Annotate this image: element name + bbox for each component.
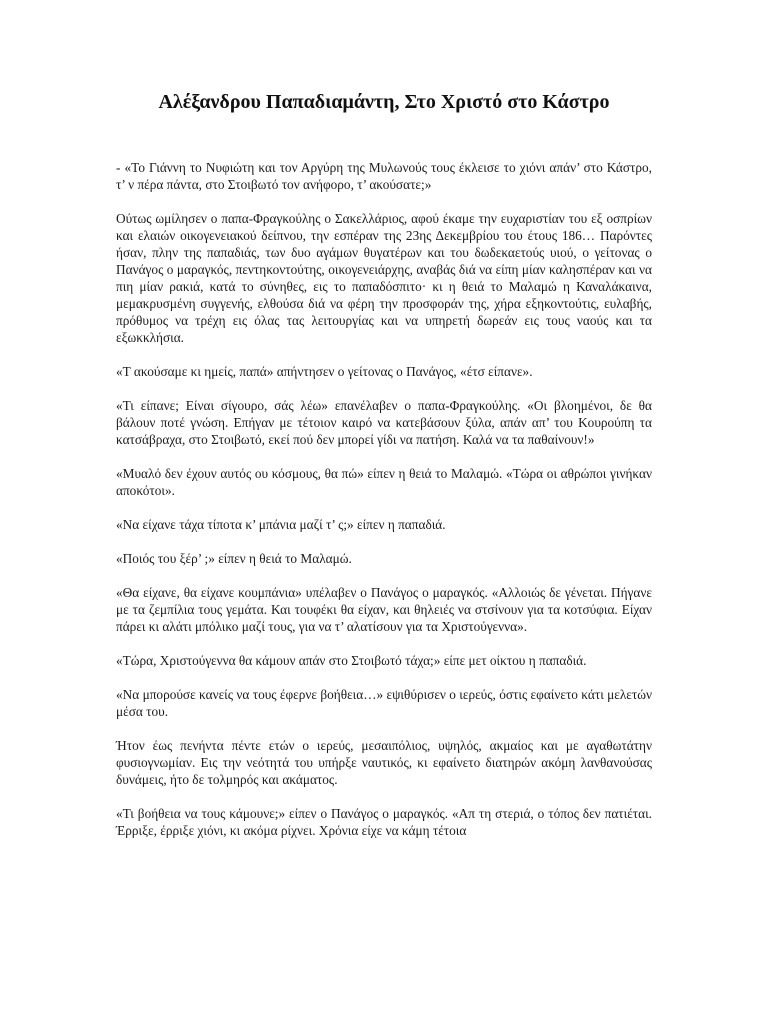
document-body [116, 159, 652, 856]
paragraph-1: - «Το Γιάννη το Νυφιώτη και τον Αργύρη της Μυλωνούς τους έκλεισε το χιόνι απάν’ στο Κάστρο, τ’ ν πέρα πάντα, στο Στοιβωτό τον ανήφορο, τ’ ακούσατε;» [116, 160, 652, 192]
paragraph-4: «Τι είπανε; Είναι σίγουρο, σάς λέω» επανέλαβεν ο παπα-Φραγκούλης. «Οι βλοημένοι, δε θα βάλουν ποτέ γνώση. Επήγαν με τέτοιον καιρό να κατεβάσουν ξύλα, απάν απ’ του Κουρούπη τα κατσάβραχα, στο Στοιβωτό, εκεί πού δεν μπορεί γίδι να πατήση. Καλά να τα παθαίνουν!» [116, 398, 652, 447]
paragraph-5: «Μυαλό δεν έχουν αυτός ου κόσμους, θα πώ» είπεν η θειά το Μαλαμώ. «Τώρα οι αθρώποι γινήκαν αποκότοι». [116, 466, 652, 498]
paragraph-10: «Να μπορούσε κανείς να τους έφερνε βοήθεια…» εψιθύρισεν ο ιερεύς, όστις εφαίνετο κάτι μελετών μέσα του. [116, 687, 652, 719]
document-title: Αλέξανδρου Παπαδιαμάντη, Στο Χριστό στο Κάστρο [158, 91, 610, 113]
paragraph-9: «Τώρα, Χριστούγεννα θα κάμουν απάν στο Στοιβωτό τάχα;» είπε μετ οίκτου η παπαδιά. [116, 653, 587, 668]
paragraph-6: «Να είχανε τάχα τίποτα κ’ μπάνια μαζί τ’ ς;» είπεν η παπαδιά. [116, 517, 446, 532]
paragraph-11: Ήτον έως πενήντα πέντε ετών ο ιερεύς, μεσαιπόλιος, υψηλός, ακμαίος και με αγαθωτάτην φυσιογνωμίαν. Εις την νεότητά του υπήρξε ναυτικός, κι εφαίνετο διατηρών ακόμη λανθανούσας δυνάμεις, ήτο δε τολμηρός και ακάματος. [116, 738, 652, 787]
paragraph-3: «Τ ακούσαμε κι ημείς, παπά» απήντησεν ο γείτονας ο Πανάγος, «έτσ είπανε». [116, 364, 533, 379]
paragraph-7: «Ποιός του ξέρ’ ;» είπεν η θειά το Μαλαμώ. [116, 551, 352, 566]
paragraph-2: Ούτως ωμίλησεν ο παπα-Φραγκούλης ο Σακελλάριος, αφού έκαμε την ευχαριστίαν του εξ οσπρίων και ελαιών οικογενειακού δείπνου, την εσπέραν της 23ης Δεκεμβρίου του έτους 186… Παρόντες ήσαν, πλην της παπαδιάς, των δυο αγάμων θυγατέρων και του δωδεκαετούς υιού, ο γείτονας ο Πανάγος ο μαραγκός, πεντηκοντούτης, οικογενειάρχης, αναβάς διά να είπη μίαν καλησπέραν και να πιη μίαν ρακιά, κατά το σύνηθες, εις το παπαδόσπιτο· κι η θειά το Μαλαμώ η Καναλάκαινα, μεμακρυσμένη συγγενής, ελθούσα διά να φέρη την προσφοράν της, χήρα εξηκοντούτις, ευλαβής, πρόθυμος να τρέχη εις όλας τας λειτουργίας και να υπηρετή δωρεάν εις τους ναούς και τα εξωκκλήσια. [116, 211, 652, 345]
paragraph-12: «Τι βοήθεια να τους κάμουνε;» είπεν ο Πανάγος ο μαραγκός. «Απ τη στεριά, ο τόπος δεν πατιέται. Έρριξε, έρριξε χιόνι, κι ακόμα ρίχνει. Χρόνια είχε να κάμη τέτοια [116, 806, 652, 838]
paragraph-8: «Θα είχανε, θα είχανε κουμπάνια» υπέλαβεν ο Πανάγος ο μαραγκός. «Αλλοιώς δε γένεται. Πήγανε με τα ζεμπίλια τους γεμάτα. Και τουφέκι θα είχαν, και θηλειές να στσίνουν για τα κοτσύφια. Είχαν πάρει κι αλάτι μπόλικο μαζί τους, για να τ’ αλατίσουν για τα Χριστούγεννα». [116, 585, 652, 634]
